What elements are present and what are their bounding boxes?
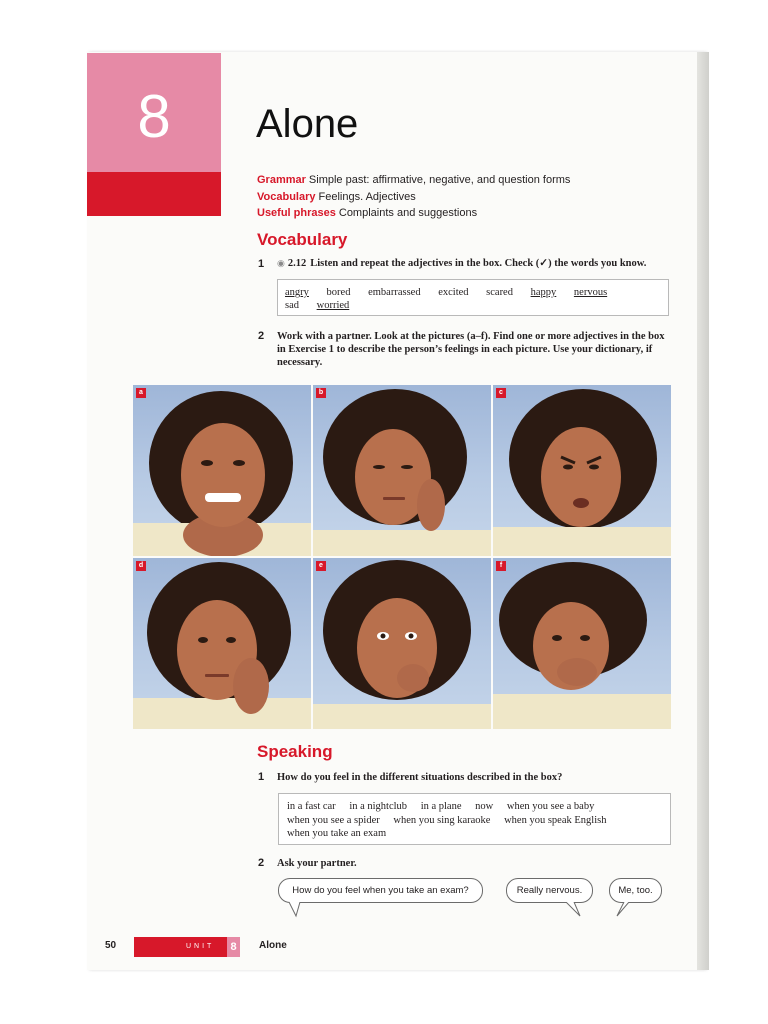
adjective-box: [277, 279, 669, 316]
speech-bubble: Really nervous.: [506, 878, 593, 903]
situation: in a fast car: [287, 801, 336, 812]
woman-face-image: [493, 385, 671, 556]
unit-block-band: [87, 172, 221, 216]
situations-box: [278, 793, 671, 845]
photo-label: d: [136, 561, 146, 571]
unit-number: 8: [137, 83, 171, 150]
photo-grid: [133, 385, 671, 729]
speaking-heading: Speaking: [257, 742, 333, 761]
meta-grammar: [257, 173, 570, 187]
meta-label: Grammar: [257, 174, 306, 186]
situations-row: [287, 800, 662, 814]
audio-cd-icon[interactable]: ◉: [277, 258, 285, 268]
footer-unit-number: 8: [227, 937, 240, 957]
adjective: sad: [285, 300, 299, 311]
adjective: nervous: [573, 287, 608, 298]
situations-row: [287, 827, 662, 841]
page-number: 50: [105, 940, 117, 951]
photo-a: [133, 385, 311, 556]
meta-text: Feelings. Adjectives: [318, 191, 416, 203]
footer-unit-label: UNIT: [186, 943, 215, 950]
woman-face-image: [133, 558, 311, 729]
photo-label: f: [496, 561, 506, 571]
adjective: angry: [285, 287, 309, 298]
woman-face-image: [133, 385, 311, 556]
speech-bubble-tail: [288, 902, 306, 918]
photo-c: [493, 385, 671, 556]
woman-face-image: [313, 558, 491, 729]
meta-text: Complaints and suggestions: [338, 207, 478, 219]
exercise-instruction: How do you feel in the different situations described in the box?: [277, 772, 563, 783]
meta-useful-phrases: [257, 206, 477, 220]
situation: when you speak English: [504, 814, 607, 826]
situations-row: [287, 814, 662, 828]
exercise-instruction: [277, 257, 646, 270]
exercise-number: 2: [258, 857, 265, 869]
meta-label: Useful phrases: [257, 207, 336, 219]
adjective: worried: [316, 300, 350, 311]
situation: now: [475, 801, 494, 812]
adjective: embarrassed: [368, 287, 421, 298]
situation: when you see a spider: [287, 814, 380, 826]
audio-track: 2.12: [287, 258, 307, 269]
exercise-instruction: Ask your partner.: [277, 858, 357, 869]
situation: when you see a baby: [506, 801, 595, 812]
exercise-number: 1: [258, 258, 265, 270]
situation: in a plane: [420, 801, 462, 812]
adjective-row: [285, 299, 661, 312]
speech-bubble: Me, too.: [609, 878, 662, 903]
vocabulary-heading: Vocabulary: [257, 230, 348, 249]
adjective: happy: [530, 287, 557, 298]
adjective: bored: [326, 287, 351, 298]
unit-title: Alone: [256, 102, 359, 146]
photo-label: b: [316, 388, 326, 398]
photo-label: a: [136, 388, 146, 398]
footer-title: Alone: [259, 940, 287, 951]
meta-text: Simple past: affirmative, negative, and question forms: [308, 174, 571, 186]
situation: when you sing karaoke: [393, 814, 491, 826]
speech-bubble-tail: [614, 902, 632, 918]
adjective: excited: [438, 287, 469, 298]
photo-label: e: [316, 561, 326, 571]
photo-e: [313, 558, 491, 729]
adjective: scared: [486, 287, 513, 298]
adjective-row: [285, 286, 661, 299]
page-edge: [697, 52, 709, 970]
photo-label: c: [496, 388, 506, 398]
woman-face-image: [313, 385, 491, 556]
exercise-number: 1: [258, 771, 265, 783]
woman-face-image: [493, 558, 671, 729]
situation: when you take an exam: [287, 828, 387, 839]
meta-vocabulary: [257, 190, 416, 204]
photo-f: [493, 558, 671, 729]
photo-d: [133, 558, 311, 729]
exercise-instruction: Work with a partner. Look at the pictures (a–f). Find one or more adjectives in the box in Exercise 1 to describe the person’s feelings in each picture. Use your dictionary, if necessary.: [277, 331, 665, 368]
instruction-text: Listen and repeat the adjectives in the box. Check (✓) the words you know.: [310, 258, 647, 269]
meta-label: Vocabulary: [257, 191, 316, 203]
photo-b: [313, 385, 491, 556]
exercise-number: 2: [258, 330, 265, 342]
speech-bubble-tail: [564, 902, 584, 918]
speech-bubble: How do you feel when you take an exam?: [278, 878, 483, 903]
situation: in a nightclub: [349, 801, 408, 812]
